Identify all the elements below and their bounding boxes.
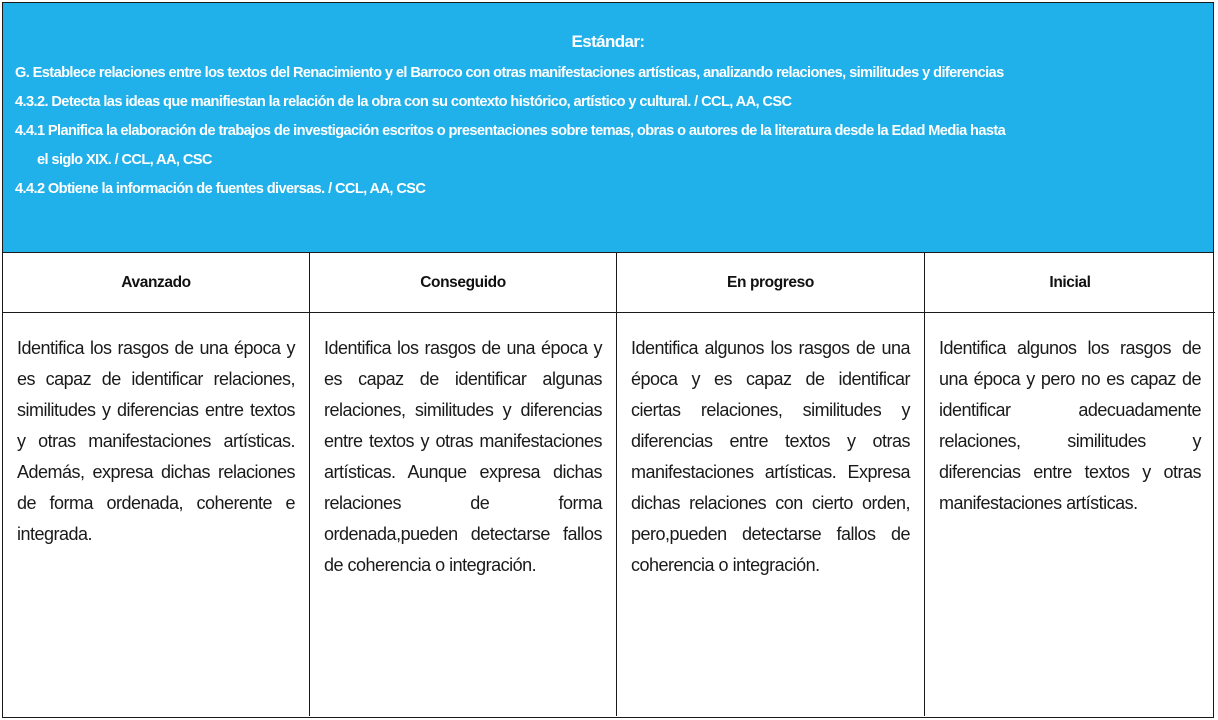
standard-4-4-1-continuation-text: el siglo XIX. / CCL, AA, CSC <box>37 152 212 168</box>
standard-header <box>3 3 1213 253</box>
description-en-progreso: Identifica algunos los rasgos de una época y es capaz de identificar ciertas relaciones, similitudes y diferencias entre textos y otras manifestaciones artísticas. Expresa dichas relaciones con cierto orden, pero,pueden detectarse fallos de coherencia o integración. <box>617 313 925 716</box>
description-avanzado: Identifica los rasgos de una época y es capaz de identificar relaciones, similitudes y diferencias entre textos y otras manifestaciones artísticas. Además, expresa dichas relaciones de forma ordenada, coherente e integrada. <box>3 313 310 716</box>
level-grid <box>3 253 1213 716</box>
column-header-inicial: Inicial <box>925 253 1215 313</box>
header-title: Estándar: <box>571 32 645 51</box>
standard-g: G. Establece relaciones entre los textos del Renacimiento y el Barroco con otras manifestaciones artísticas, analizando relaciones, similitudes y diferencias <box>15 65 1004 81</box>
standard-4-4-1-continuation <box>15 146 1201 175</box>
description-inicial: Identifica algunos los rasgos de una época y pero no es capaz de identificar adecuadamente relaciones, similitudes y diferencias entre textos y otras manifestaciones artísticas. <box>939 338 1201 513</box>
standard-4-4-2: 4.4.2 Obtiene la información de fuentes diversas. / CCL, AA, CSC <box>15 181 426 197</box>
standard-4-3-2: 4.3.2. Detecta las ideas que manifiestan la relación de la obra con su contexto histórico, artístico y cultural. / CCL, AA, CSC <box>15 94 792 110</box>
column-header-avanzado: Avanzado <box>3 253 310 313</box>
column-header-en-progreso: En progreso <box>617 253 925 313</box>
rubric-table <box>2 2 1214 718</box>
description-conseguido: Identifica los rasgos de una época y es capaz de identificar algunas relaciones, similitudes y diferencias entre textos y otras manifestaciones artísticas. Aunque expresa dichas relaciones de forma ordenada,pueden detectarse fallos de coherencia o integración. <box>310 313 617 716</box>
column-header-conseguido: Conseguido <box>310 253 617 313</box>
standard-4-4-1: 4.4.1 Planifica la elaboración de trabajos de investigación escritos o presentaciones sobre temas, obras o autores de la literatura desde la Edad Media hasta <box>15 123 1006 139</box>
